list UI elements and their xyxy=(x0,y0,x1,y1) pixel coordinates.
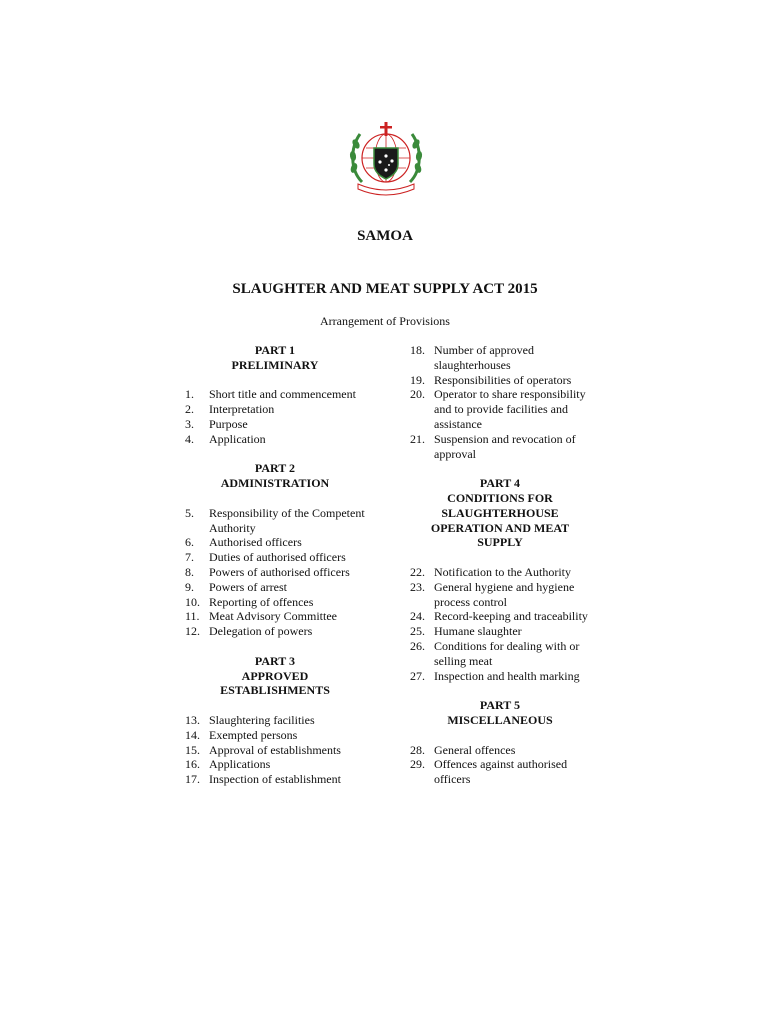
provision-item[interactable]: 23. General hygiene and hygiene process control xyxy=(410,579,575,609)
provision-item[interactable]: 18. Number of approved slaughterhouses xyxy=(410,343,534,372)
arrangement-heading: Arrangement of Provisions xyxy=(320,314,450,328)
part-heading: PART 3 APPROVED ESTABLISHMENTS xyxy=(220,653,330,698)
provision-item[interactable]: 20. Operator to share responsibility and to provide facilities and assistance xyxy=(410,387,586,431)
provision-item[interactable]: 11. Meat Advisory Committee xyxy=(185,609,337,624)
samoa-coat-of-arms-icon xyxy=(348,120,424,198)
provision-item[interactable]: 9. Powers of arrest xyxy=(185,579,287,594)
provision-item[interactable]: 10. Reporting of offences xyxy=(185,594,314,609)
act-title: SLAUGHTER AND MEAT SUPPLY ACT 2015 xyxy=(232,281,538,297)
provision-item[interactable]: 19. Responsibilities of operators xyxy=(410,372,572,387)
provision-item[interactable]: 6. Authorised officers xyxy=(185,535,302,550)
part-heading: PART 1 PRELIMINARY xyxy=(231,343,319,372)
provision-item[interactable]: 3. Purpose xyxy=(185,416,248,431)
right-column xyxy=(410,343,590,787)
provision-item[interactable]: 29. Offences against authorised officers xyxy=(410,757,568,787)
provision-item[interactable]: 5. Responsibility of the Competent Authority xyxy=(185,505,365,535)
provision-item[interactable]: 22. Notification to the Authority xyxy=(410,564,571,579)
part-heading: PART 5 MISCELLANEOUS xyxy=(447,698,553,727)
provision-item[interactable]: 13. Slaughtering facilities xyxy=(185,712,315,727)
part-heading: PART 2 ADMINISTRATION xyxy=(220,461,330,491)
provision-item[interactable]: 27. Inspection and health marking xyxy=(410,668,580,683)
provision-item[interactable]: 24. Record-keeping and traceability xyxy=(410,609,588,624)
provision-item[interactable]: 26. Conditions for dealing with or selling meat xyxy=(410,638,580,668)
provision-item[interactable]: 4. Application xyxy=(185,431,266,446)
provision-item[interactable]: 28. General offences xyxy=(410,742,516,757)
provision-item[interactable]: 1. Short title and commencement xyxy=(185,387,356,402)
provision-item[interactable]: 8. Powers of authorised officers xyxy=(185,564,350,579)
provision-item[interactable]: 16. Applications xyxy=(185,757,271,772)
provision-item[interactable]: 25. Humane slaughter xyxy=(410,624,522,639)
provision-item[interactable]: 21. Suspension and revocation of approval xyxy=(410,431,576,461)
provision-item[interactable]: 14. Exempted persons xyxy=(185,727,298,742)
left-column xyxy=(185,343,365,787)
provision-item[interactable]: 12. Delegation of powers xyxy=(185,624,313,639)
part-heading: PART 4 CONDITIONS FOR SLAUGHTERHOUSE OPERATION AND MEAT SUPPLY xyxy=(430,476,570,550)
provision-item[interactable]: 7. Duties of authorised officers xyxy=(185,550,346,565)
provision-item[interactable]: 15. Approval of establishments xyxy=(185,742,341,757)
provision-item[interactable]: 2. Interpretation xyxy=(185,402,275,417)
provision-item[interactable]: 17. Inspection of establishment xyxy=(185,772,341,787)
country-name: SAMOA xyxy=(357,228,413,244)
